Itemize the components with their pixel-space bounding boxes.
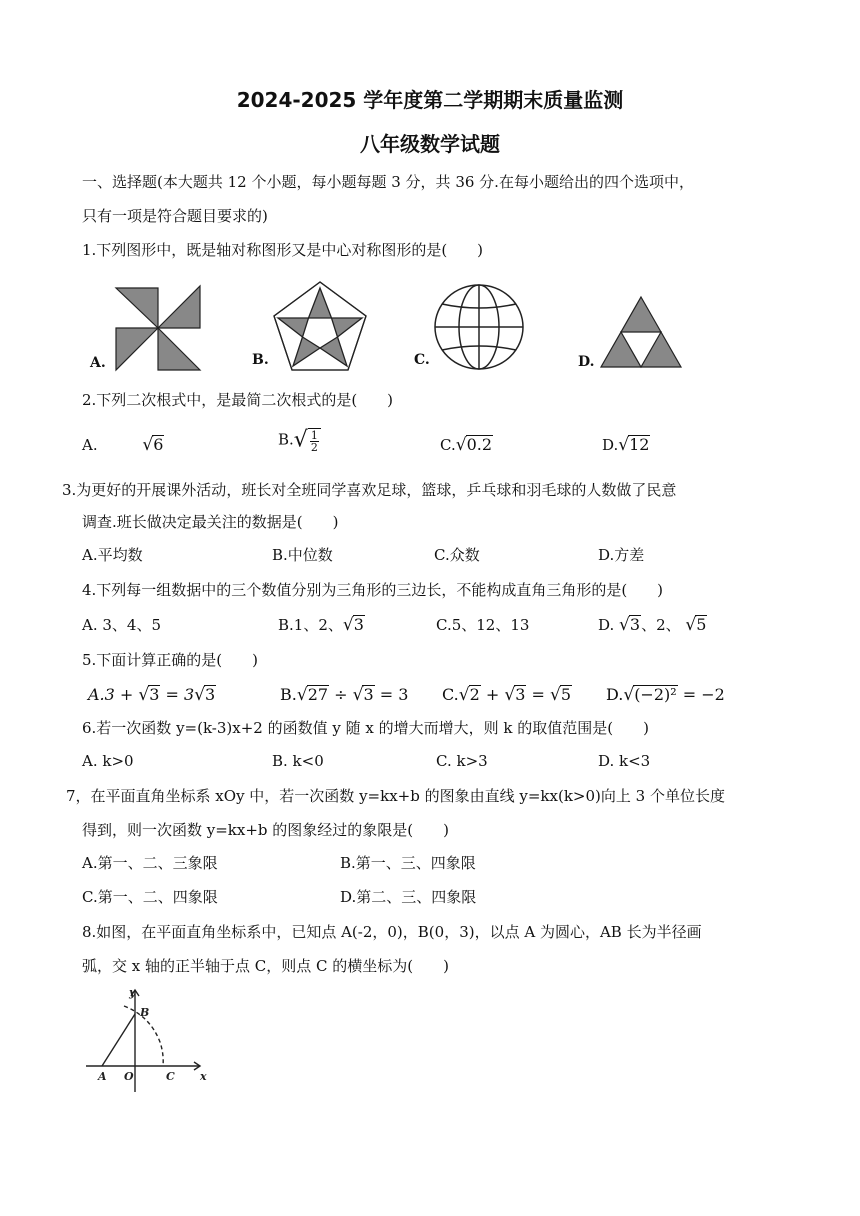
q8-stem-line2: 弧，交 x 轴的正半轴于点 C，则点 C 的横坐标为( ) [82, 957, 449, 975]
q5-option-b: B.√27 ÷ √3 = 3 [280, 685, 409, 705]
q3-option-a: A.平均数 [82, 546, 143, 564]
q5-option-d: D.√(−2)² = −2 [606, 685, 725, 705]
q2-option-c: C.√0.2 [440, 435, 493, 455]
q5-stem: 5.下面计算正确的是( ) [82, 651, 259, 669]
q4-option-a: A. 3、4、5 [82, 616, 161, 634]
q7-option-c: C.第一、二、四象限 [82, 888, 218, 906]
q1-figure-b-pentagram [270, 278, 370, 374]
q7-option-d: D.第二、三、四象限 [340, 888, 477, 906]
q4-option-b: B.1、2、√3 [278, 615, 364, 635]
label-a: A [98, 1070, 107, 1083]
exam-subtitle: 八年级数学试题 [360, 132, 500, 156]
segment-ab [102, 1014, 135, 1066]
q1-figure-a-pinwheel [110, 280, 206, 376]
q7-option-a: A.第一、二、三象限 [82, 854, 218, 872]
q2-b-fraction: $\frac{1}{2}$ [308, 428, 321, 453]
q4-option-d: D. √3、2、 √5 [598, 615, 707, 635]
q5-option-a: A.3 + √3 = 3√3 [88, 685, 216, 705]
q1-figure-c-globe [432, 282, 526, 372]
q6-stem: 6.若一次函数 y=(k-3)x+2 的函数值 y 随 x 的增大而增大，则 k 的取值范围是( ) [82, 719, 649, 737]
q3-stem-line1: 3.为更好的开展课外活动，班长对全班同学喜欢足球，篮球，乒乓球和羽毛球的人数做了民意 [62, 481, 677, 499]
q8-stem-line1: 8.如图，在平面直角坐标系中，已知点 A(-2，0)，B(0，3)，以点 A 为圆心，AB 长为半径画 [82, 923, 702, 941]
section-heading-line2: 只有一项是符合题目要求的) [82, 207, 268, 225]
q1-option-c-label: C. [414, 352, 430, 368]
q1-option-b-label: B. [252, 352, 269, 368]
q2-stem: 2.下列二次根式中，是最简二次根式的是( ) [82, 391, 394, 409]
q3-option-b: B.中位数 [272, 546, 333, 564]
q7-stem-line1: 7，在平面直角坐标系 xOy 中，若一次函数 y=kx+b 的图象由直线 y=kx(k>0)向上 3 个单位长度 [66, 787, 725, 805]
q6-option-b: B. k<0 [272, 752, 324, 770]
q1-stem: 1.下列图形中，既是轴对称图形又是中心对称图形的是( ) [82, 241, 484, 259]
q3-option-d: D.方差 [598, 546, 645, 564]
q1-option-d-label: D. [578, 354, 595, 370]
q3-option-c: C.众数 [434, 546, 480, 564]
q2-option-a: A. √6 [82, 435, 164, 455]
label-b: B [140, 1006, 150, 1019]
q1-figure-d-triangle [598, 294, 684, 370]
q7-stem-line2: 得到，则一次函数 y=kx+b 的图象经过的象限是( ) [82, 821, 450, 839]
q3-stem-line2: 调查.班长做决定最关注的数据是( ) [82, 513, 339, 531]
q4-option-c: C.5、12、13 [436, 616, 530, 634]
q8-coordinate-figure [80, 982, 210, 1102]
label-c: C [166, 1070, 175, 1083]
q6-option-d: D. k<3 [598, 752, 651, 770]
q6-option-a: A. k>0 [82, 752, 134, 770]
q2-option-b: B.√ $\frac{1}{2}$ [278, 428, 321, 453]
section-heading-line1: 一、选择题(本大题共 12 个小题，每小题每题 3 分，共 36 分.在每小题给出的四个选项中， [82, 173, 694, 191]
label-y: y [129, 986, 136, 999]
exam-title: 2024-2025 学年度第二学期期末质量监测 [236, 88, 624, 112]
q2-option-d: D.√12 [602, 435, 650, 455]
q1-option-a-label: A. [90, 355, 106, 371]
q6-option-c: C. k>3 [436, 752, 488, 770]
q7-option-b: B.第一、三、四象限 [340, 854, 476, 872]
label-x: x [200, 1070, 207, 1083]
q4-stem: 4.下列每一组数据中的三个数值分别为三角形的三边长，不能构成直角三角形的是( ) [82, 581, 664, 599]
label-o: O [124, 1070, 134, 1083]
q5-option-c: C.√2 + √3 = √5 [442, 685, 572, 705]
q2-a-radicand: 6 [153, 435, 164, 454]
